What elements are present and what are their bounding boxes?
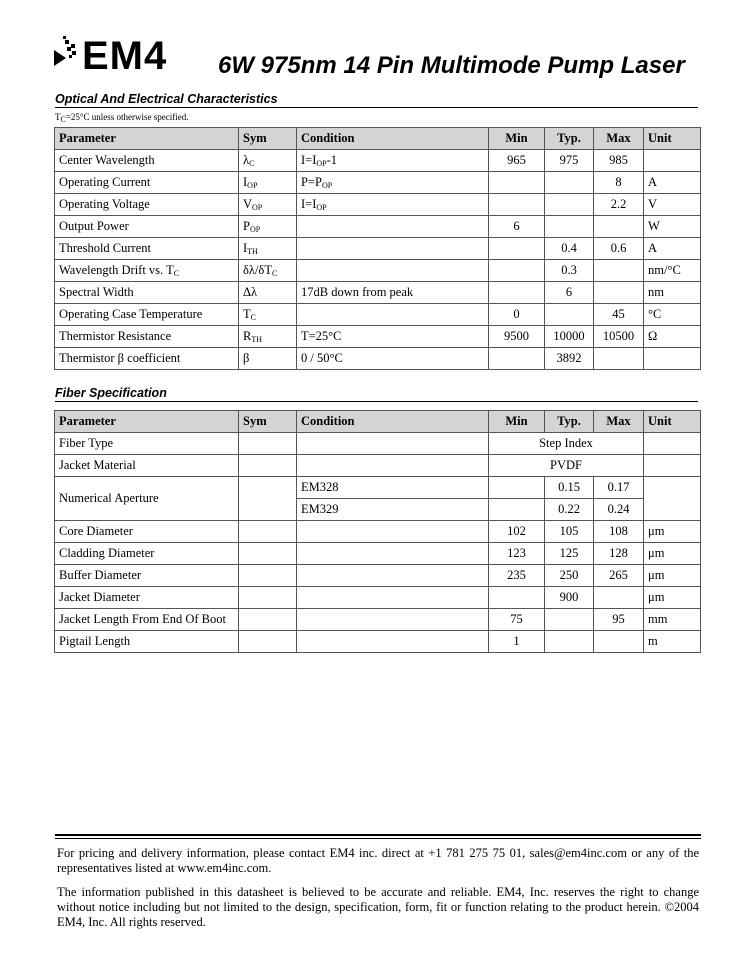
max-cell xyxy=(594,348,644,370)
sym-cell: $P_{OP}$ xyxy=(239,216,297,238)
col-header-max: Max xyxy=(594,128,644,150)
condition-cell: T=25°C xyxy=(297,326,489,348)
table-row xyxy=(55,238,701,260)
param-cell: Center Wavelength xyxy=(55,150,239,172)
min-cell xyxy=(489,238,545,260)
unit-cell: m xyxy=(644,631,701,653)
col-header-min: Min xyxy=(489,128,545,150)
footer-divider xyxy=(55,834,701,836)
unit-cell: Ω xyxy=(644,326,701,348)
table-row xyxy=(55,565,701,587)
min-cell xyxy=(489,194,545,216)
typ-cell: 10000 xyxy=(545,326,594,348)
condition-cell: $I=I_{OP}-1$ xyxy=(297,150,489,172)
max-cell xyxy=(594,587,644,609)
typ-cell: 0.15 xyxy=(545,477,594,499)
sym-cell: β xyxy=(239,348,297,370)
sym-cell: $\lambda_C$ xyxy=(239,150,297,172)
typ-cell: 250 xyxy=(545,565,594,587)
min-cell: 235 xyxy=(489,565,545,587)
logo-text: EM4 xyxy=(82,34,168,78)
company-logo xyxy=(52,32,167,80)
param-cell: Numerical Aperture xyxy=(55,477,239,521)
page-title: 6W 975nm 14 Pin Multimode Pump Laser xyxy=(218,52,685,79)
unit-cell: V xyxy=(644,194,701,216)
sym-cell: $\delta\lambda/\delta T_C$ xyxy=(239,260,297,282)
condition-cell xyxy=(297,304,489,326)
typ-cell: 900 xyxy=(545,587,594,609)
unit-cell: A xyxy=(644,172,701,194)
condition-cell: 0 / 50°C xyxy=(297,348,489,370)
typ-cell: 0.22 xyxy=(545,499,594,521)
min-cell: 123 xyxy=(489,543,545,565)
table-row-fiber-type xyxy=(55,433,701,455)
sym-cell: $I_{OP}$ xyxy=(239,172,297,194)
table-row-jacket-material xyxy=(55,455,701,477)
optical-characteristics-table xyxy=(54,127,701,370)
min-cell xyxy=(489,587,545,609)
table-row xyxy=(55,150,701,172)
typ-cell: 3892 xyxy=(545,348,594,370)
table-row xyxy=(55,260,701,282)
table-header-row xyxy=(55,128,701,150)
typ-cell xyxy=(545,194,594,216)
param-cell: Operating Current xyxy=(55,172,239,194)
condition-cell: EM329 xyxy=(297,499,489,521)
table-row xyxy=(55,631,701,653)
condition-cell: 17dB down from peak xyxy=(297,282,489,304)
typ-cell: 105 xyxy=(545,521,594,543)
typ-cell: 0.4 xyxy=(545,238,594,260)
condition-cell: EM328 xyxy=(297,477,489,499)
typ-cell xyxy=(545,609,594,631)
sym-cell: $R_{TH}$ xyxy=(239,326,297,348)
param-cell: Jacket Material xyxy=(55,455,239,477)
unit-cell: mm xyxy=(644,609,701,631)
param-cell: Output Power xyxy=(55,216,239,238)
param-cell: Spectral Width xyxy=(55,282,239,304)
unit-cell: μm xyxy=(644,543,701,565)
min-cell: 75 xyxy=(489,609,545,631)
footer-contact: For pricing and delivery information, please contact EM4 inc. direct at +1 781 275 75 01, sales@em4inc.com or any of the representatives listed at www.em4inc.com. xyxy=(57,846,699,875)
unit-cell: μm xyxy=(644,587,701,609)
condition-cell xyxy=(297,238,489,260)
unit-cell: nm xyxy=(644,282,701,304)
col-header-parameter: Parameter xyxy=(55,128,239,150)
min-cell: 102 xyxy=(489,521,545,543)
table-row xyxy=(55,282,701,304)
em4-logo-mark-icon xyxy=(52,36,78,76)
min-cell xyxy=(489,172,545,194)
max-cell: 10500 xyxy=(594,326,644,348)
max-cell: 0.6 xyxy=(594,238,644,260)
max-cell xyxy=(594,260,644,282)
param-cell: Jacket Diameter xyxy=(55,587,239,609)
section-rule xyxy=(55,401,698,402)
param-cell: Operating Voltage xyxy=(55,194,239,216)
param-cell: Threshold Current xyxy=(55,238,239,260)
col-header-max: Max xyxy=(594,411,644,433)
col-header-unit: Unit xyxy=(644,128,701,150)
param-cell: Cladding Diameter xyxy=(55,543,239,565)
jacket-material-value: PVDF xyxy=(489,455,644,477)
param-cell: Operating Case Temperature xyxy=(55,304,239,326)
unit-cell xyxy=(644,150,701,172)
typ-cell xyxy=(545,631,594,653)
table-row xyxy=(55,304,701,326)
table-header-row xyxy=(55,411,701,433)
typ-cell: 125 xyxy=(545,543,594,565)
section-title-fiber: Fiber Specification xyxy=(55,386,167,400)
max-cell: 0.17 xyxy=(594,477,644,499)
condition-cell xyxy=(297,216,489,238)
col-header-condition: Condition xyxy=(297,128,489,150)
condition-cell: $P=P_{OP}$ xyxy=(297,172,489,194)
unit-cell: W xyxy=(644,216,701,238)
col-header-unit: Unit xyxy=(644,411,701,433)
param-cell: Thermistor β coefficient xyxy=(55,348,239,370)
typ-cell xyxy=(545,216,594,238)
table-row xyxy=(55,543,701,565)
param-cell: Buffer Diameter xyxy=(55,565,239,587)
param-cell: Wavelength Drift vs. $T_C$ xyxy=(55,260,239,282)
min-cell: 9500 xyxy=(489,326,545,348)
max-cell: 2.2 xyxy=(594,194,644,216)
max-cell: 0.24 xyxy=(594,499,644,521)
typ-cell xyxy=(545,172,594,194)
max-cell: 108 xyxy=(594,521,644,543)
section-rule xyxy=(55,107,698,108)
typ-cell xyxy=(545,304,594,326)
unit-cell: nm/°C xyxy=(644,260,701,282)
param-cell: Jacket Length From End Of Boot xyxy=(55,609,239,631)
unit-cell: °C xyxy=(644,304,701,326)
table-row xyxy=(55,348,701,370)
table-row xyxy=(55,326,701,348)
col-header-min: Min xyxy=(489,411,545,433)
param-cell: Fiber Type xyxy=(55,433,239,455)
sym-cell: $T_C$ xyxy=(239,304,297,326)
max-cell xyxy=(594,631,644,653)
table-row xyxy=(55,216,701,238)
sym-cell: $I_{TH}$ xyxy=(239,238,297,260)
footer-disclaimer: The information published in this datasheet is believed to be accurate and reliable. EM4, Inc. reserves the right to change without notice including but not limited to the design, specification, form, fit or function relating to the product herein. ©2004 EM4, Inc. All rights reserved. xyxy=(57,885,699,929)
unit-cell: μm xyxy=(644,521,701,543)
param-cell: Pigtail Length xyxy=(55,631,239,653)
table-row xyxy=(55,521,701,543)
condition-cell: $I=I_{OP}$ xyxy=(297,194,489,216)
unit-cell: A xyxy=(644,238,701,260)
max-cell xyxy=(594,216,644,238)
fiber-specification-table xyxy=(54,410,701,653)
table-row xyxy=(55,609,701,631)
typ-cell: 975 xyxy=(545,150,594,172)
max-cell: 128 xyxy=(594,543,644,565)
max-cell: 265 xyxy=(594,565,644,587)
col-header-typ: Typ. xyxy=(545,411,594,433)
max-cell: 45 xyxy=(594,304,644,326)
footer-divider xyxy=(55,838,701,839)
sym-cell: $V_{OP}$ xyxy=(239,194,297,216)
table-row xyxy=(55,194,701,216)
min-cell xyxy=(489,282,545,304)
fiber-type-value: Step Index xyxy=(489,433,644,455)
min-cell: 0 xyxy=(489,304,545,326)
typ-cell: 0.3 xyxy=(545,260,594,282)
param-cell: Core Diameter xyxy=(55,521,239,543)
unit-cell xyxy=(644,348,701,370)
min-cell: 965 xyxy=(489,150,545,172)
min-cell: 1 xyxy=(489,631,545,653)
conditions-note: $T_C=25^\circ C$ unless otherwise specified. xyxy=(55,112,189,124)
col-header-sym: Sym xyxy=(239,411,297,433)
min-cell xyxy=(489,348,545,370)
max-cell xyxy=(594,282,644,304)
max-cell: 8 xyxy=(594,172,644,194)
min-cell: 6 xyxy=(489,216,545,238)
section-title-optical: Optical And Electrical Characteristics xyxy=(55,92,278,106)
table-row xyxy=(55,172,701,194)
condition-cell xyxy=(297,260,489,282)
col-header-parameter: Parameter xyxy=(55,411,239,433)
col-header-sym: Sym xyxy=(239,128,297,150)
table-row xyxy=(55,587,701,609)
typ-cell: 6 xyxy=(545,282,594,304)
col-header-typ: Typ. xyxy=(545,128,594,150)
table-row-numerical-aperture xyxy=(55,477,701,499)
col-header-condition: Condition xyxy=(297,411,489,433)
sym-cell: Δλ xyxy=(239,282,297,304)
max-cell: 985 xyxy=(594,150,644,172)
max-cell: 95 xyxy=(594,609,644,631)
param-cell: Thermistor Resistance xyxy=(55,326,239,348)
unit-cell: μm xyxy=(644,565,701,587)
min-cell xyxy=(489,260,545,282)
